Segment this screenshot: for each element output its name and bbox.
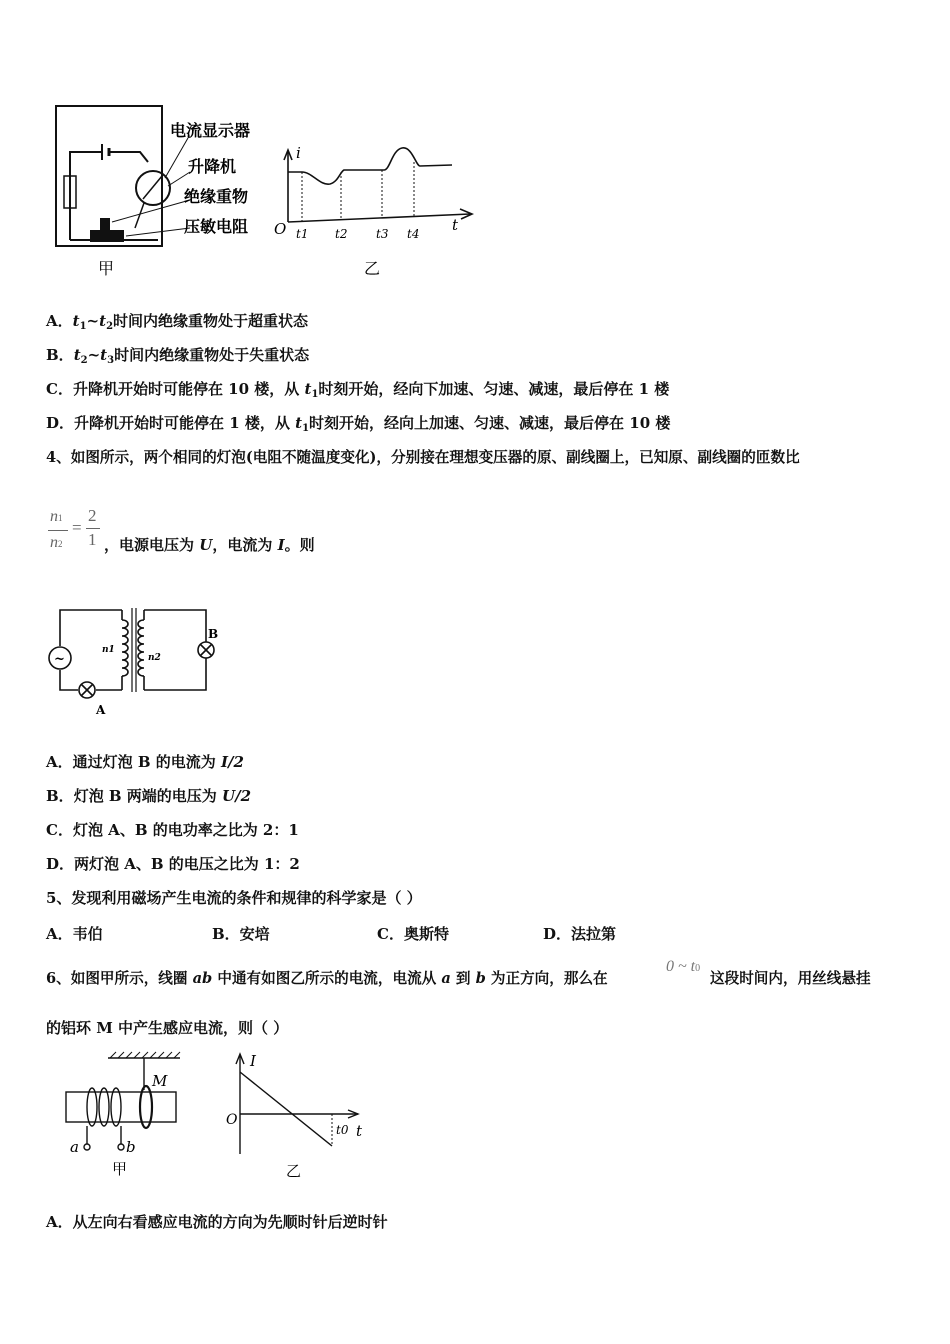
q4-option-d: D．两灯泡 A、B 的电压之比为 1：2 <box>46 855 300 873</box>
current-time-graph <box>274 144 472 241</box>
elevator-circuit-diagram <box>56 106 170 246</box>
origin-label: O <box>274 220 287 238</box>
tick-t2: t2 <box>335 227 348 241</box>
q4-ratio-fraction <box>46 506 106 558</box>
q6-option-a: A．从左向右看感应电流的方向为先顺时针后逆时针 <box>46 1213 388 1231</box>
caption-jia: 甲 <box>98 259 115 278</box>
q4-option-c: C．灯泡 A、B 的电功率之比为 2：1 <box>46 821 299 839</box>
axis-i-label-6: I <box>250 1052 256 1070</box>
frac-numerator: 2 <box>88 506 97 525</box>
frac-n1: n1 <box>50 508 63 525</box>
label-terminal-a: a <box>70 1138 79 1156</box>
q4-option-a: A．通过灯泡 B 的电流为 I/2 <box>46 753 244 771</box>
transformer-circuit-diagram <box>44 600 224 720</box>
label-ring-m: M <box>152 1072 168 1090</box>
label-current-display: 电流显示器 <box>170 121 251 140</box>
frac-denominator: 1 <box>88 530 97 549</box>
q5-option-c: C．奥斯特 <box>377 925 449 943</box>
tick-t4: t4 <box>407 227 420 241</box>
label-n2: n2 <box>148 653 161 663</box>
q5-stem: 5、发现利用磁场产生电流的条件和规律的科学家是（ ） <box>46 889 422 907</box>
coil-diagram <box>66 1052 180 1150</box>
label-lamp-b: B <box>208 627 219 641</box>
q6-stem: 6、如图甲所示，线圈 ab 中通有如图乙所示的电流，电流从 a 到 b 为正方向，那么在 <box>46 970 608 987</box>
source-symbol: ~ <box>54 652 65 667</box>
q4-stem: 4、如图所示，两个相同的灯泡(电阻不随温度变化)，分别接在理想变压器的原、副线圈上，已知原、副线圈的匝数比 <box>46 449 800 466</box>
q3-option-d: D．升降机开始时可能停在 1 楼，从 $t_1$时刻开始，经向上加速、匀速、减速，最后停在 10 楼 <box>46 414 671 434</box>
label-lamp-a: A <box>96 703 106 717</box>
q6-stem-end: 这段时间内，用丝线悬挂 <box>710 970 871 987</box>
q6-stem-continued: 的铝环 M 中产生感应电流，则（ ） <box>46 1019 289 1037</box>
origin-label-6: O <box>226 1112 238 1128</box>
axis-t-label-6: t <box>356 1122 363 1140</box>
axis-i-label: i <box>296 144 301 162</box>
label-pressure-resistor: 压敏电阻 <box>184 217 249 236</box>
axis-t-label: t <box>452 216 459 234</box>
figure-elevator <box>40 100 480 290</box>
q4-stem-continued: ，电源电压为 U，电流为 I。则 <box>104 536 315 554</box>
q5-option-b: B．安培 <box>212 925 270 943</box>
caption-yi-6: 乙 <box>286 1162 302 1180</box>
caption-yi: 乙 <box>364 259 381 278</box>
tick-t3: t3 <box>376 227 389 241</box>
label-insulating-weight: 绝缘重物 <box>184 187 249 206</box>
label-n1: n1 <box>102 645 115 655</box>
caption-jia-6: 甲 <box>112 1160 128 1178</box>
frac-equals: = <box>72 518 82 537</box>
tick-t1: t1 <box>296 227 309 241</box>
insulating-weight <box>100 218 110 230</box>
pressure-resistor <box>90 230 124 242</box>
frac-n2: n2 <box>50 534 63 551</box>
label-elevator: 升降机 <box>188 157 237 176</box>
label-terminal-b: b <box>126 1138 136 1156</box>
tick-t0-6: t0 <box>336 1123 349 1137</box>
q3-option-a: A．$t_1\sim t_2$时间内绝缘重物处于超重状态 <box>46 312 309 332</box>
q5-option-d: D．法拉第 <box>543 925 617 943</box>
q6-time-range: 0 ~ t0 <box>666 958 701 975</box>
q4-option-b: B．灯泡 B 两端的电压为 U/2 <box>46 787 252 805</box>
q3-option-b: B．$t_2\sim t_3$时间内绝缘重物处于失重状态 <box>46 346 310 366</box>
q3-option-c: C．升降机开始时可能停在 10 楼，从 $t_1$时刻开始，经向下加速、匀速、减速，最后停在 1 楼 <box>46 380 670 400</box>
q5-option-a: A．韦伯 <box>46 925 103 943</box>
figure-coil-and-graph <box>60 1050 380 1184</box>
